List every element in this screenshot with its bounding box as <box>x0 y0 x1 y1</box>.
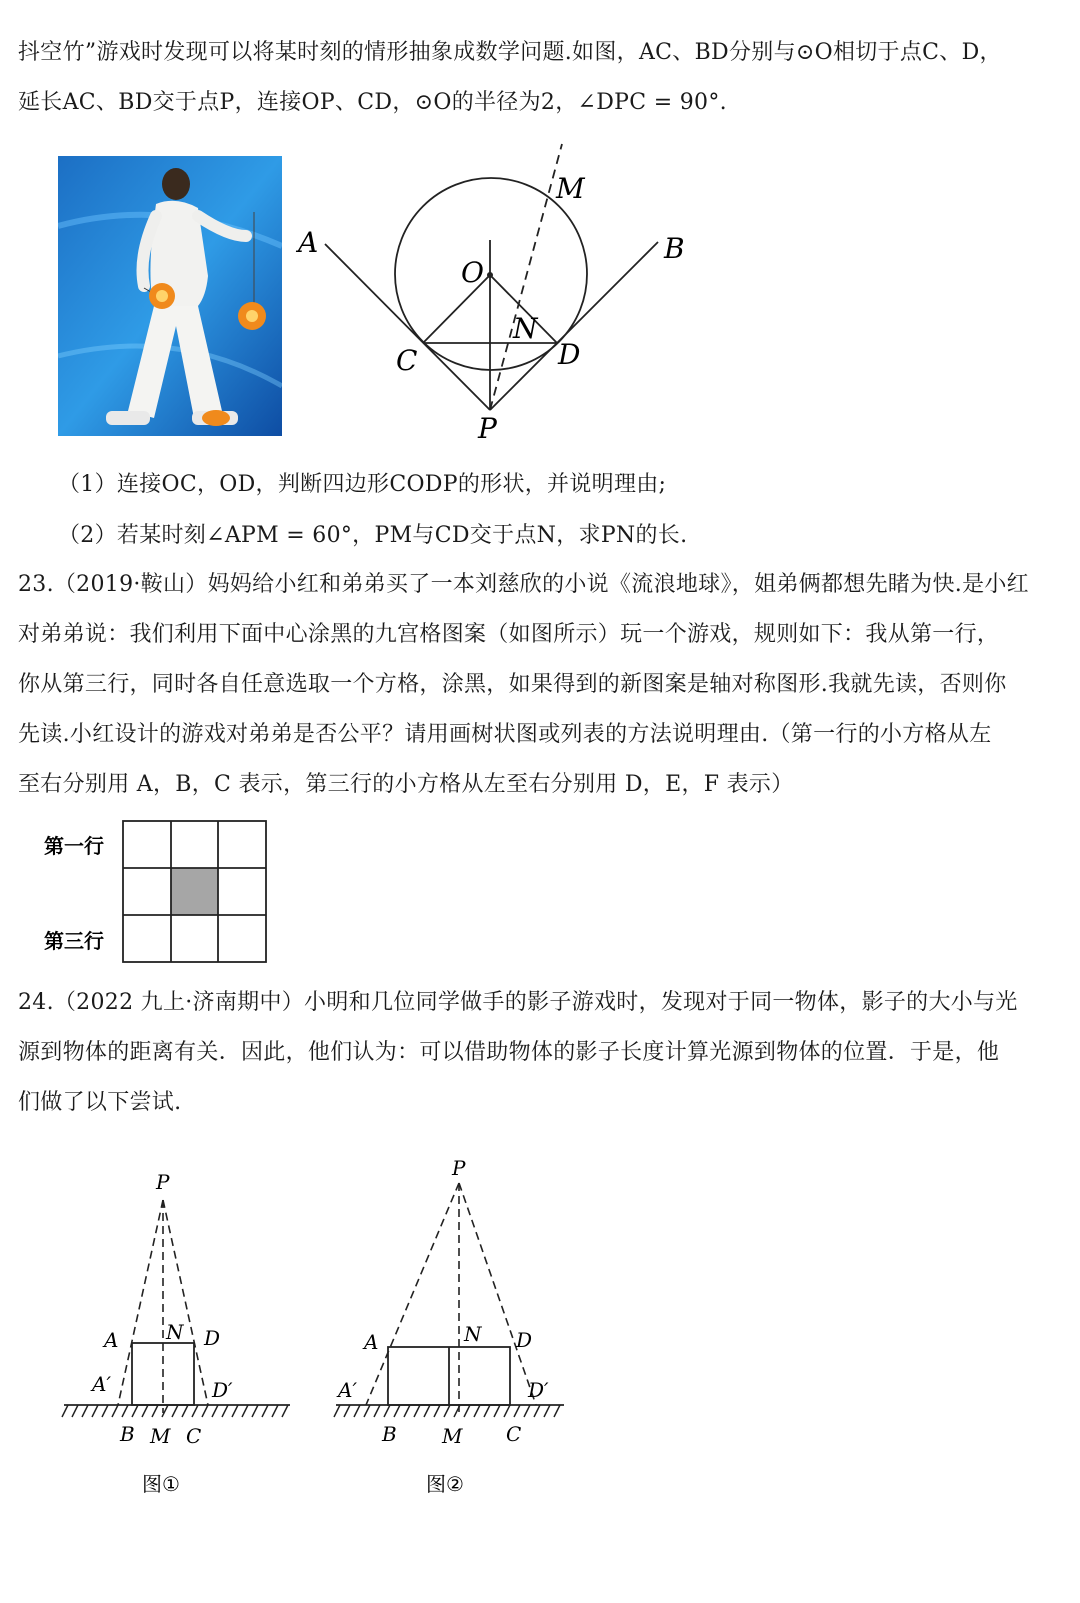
label-b: B <box>664 232 685 265</box>
fig2-label-p: P <box>452 1156 466 1180</box>
fig1-label-m: M <box>150 1424 171 1448</box>
fig1-label-a: A <box>104 1328 119 1352</box>
fig2-label-a-prime: A′ <box>338 1378 357 1402</box>
fig1-label-d: D <box>204 1326 221 1350</box>
q24-text-line-3: 们做了以下尝试. <box>18 1090 182 1115</box>
label-p: P <box>478 412 497 445</box>
q23-text-line-5: 至右分别用 A，B，C 表示，第三行的小方格从左至右分别用 D，E，F 表示） <box>18 772 794 797</box>
q23-text-line-2: 对弟弟说：我们利用下面中心涂黑的九宫格图案（如图所示）玩一个游戏，规则如下：我从第一行， <box>18 622 1000 647</box>
row3-label: 第三行 <box>44 929 104 953</box>
fig2-label-c: C <box>506 1422 522 1446</box>
q23-text-line-3: 你从第三行，同时各自任意选取一个方格，涂黑，如果得到的新图案是轴对称图形.我就先读，否则你 <box>18 672 1007 697</box>
fig2-label-a: A <box>364 1330 379 1354</box>
label-n: N <box>513 312 538 345</box>
fig1-caption: 图① <box>142 1472 180 1496</box>
fig2-label-m: M <box>442 1424 463 1448</box>
fig2-caption: 图② <box>426 1472 464 1496</box>
fig1-label-b: B <box>120 1422 135 1446</box>
fig2-label-d-prime: D′ <box>528 1378 549 1402</box>
fig1-label-d-prime: D′ <box>212 1378 233 1402</box>
fig1-label-p: P <box>156 1170 170 1194</box>
label-m: M <box>556 172 585 205</box>
q23-text-line-1: 23.（2019·鞍山）妈妈给小红和弟弟买了一本刘慈欣的小说《流浪地球》，姐弟俩都想先睹为快.是小红 <box>18 572 1029 597</box>
q24-text-line-1: 24.（2022 九上·济南期中）小明和几位同学做手的影子游戏时，发现对于同一物体，影子的大小与光 <box>18 990 1018 1015</box>
shadow-figure-1 <box>58 1165 298 1505</box>
fig1-label-n: N <box>166 1320 184 1344</box>
q22-text-line-1: 抖空竹”游戏时发现可以将某时刻的情形抽象成数学问题.如图，AC、BD分别与⊙O相切于点C、D， <box>18 40 1002 65</box>
label-o: O <box>461 256 484 289</box>
q22-geometry-figure <box>290 140 710 450</box>
shadow-figure-2 <box>330 1155 580 1505</box>
q22-part-2: （2）若某时刻∠APM = 60°，PM与CD交于点N，求PN的长. <box>58 523 688 548</box>
label-c: C <box>396 344 418 377</box>
label-d: D <box>558 338 581 371</box>
diabolo-photo <box>58 156 282 436</box>
fig2-label-n: N <box>464 1322 482 1346</box>
fig1-label-c: C <box>186 1424 202 1448</box>
q22-text-line-2: 延长AC、BD交于点P，连接OP、CD，⊙O的半径为2，∠DPC = 90°. <box>18 90 727 115</box>
q22-part-1: （1）连接OC，OD，判断四边形CODP的形状，并说明理由; <box>58 472 667 497</box>
q24-text-line-2: 源到物体的距离有关．因此，他们认为：可以借助物体的影子长度计算光源到物体的位置．于是，他 <box>18 1040 1000 1065</box>
fig1-label-a-prime: A′ <box>92 1372 111 1396</box>
fig2-label-d: D <box>516 1328 533 1352</box>
fig2-label-b: B <box>382 1422 397 1446</box>
q23-text-line-4: 先读.小红设计的游戏对弟弟是否公平？请用画树状图或列表的方法说明理由.（第一行的小方格从左 <box>18 722 992 747</box>
center-shaded-cell <box>171 868 218 915</box>
row1-label: 第一行 <box>44 834 104 858</box>
label-a: A <box>298 226 319 259</box>
nine-grid-figure <box>40 818 280 966</box>
